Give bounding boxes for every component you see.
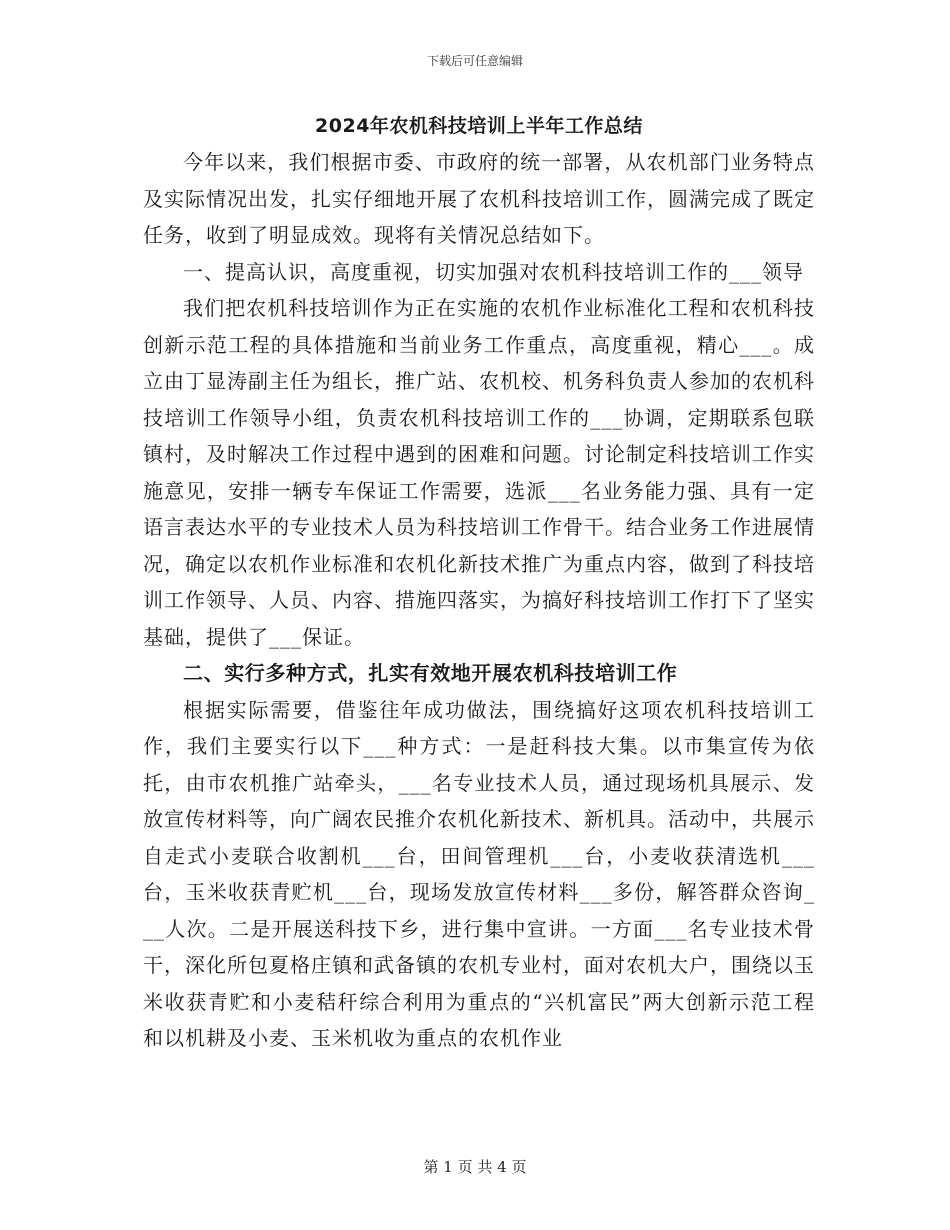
paragraph-section-1: 我们把农机科技培训作为正在实施的农机作业标准化工程和农机科技创新示范工程的具体措施和当前业务工作重点，高度重视，精心___。成立由丁显涛副主任为组长，推广站、农机校、机务科负责人参加的农机科技培训工作领导小组，负责农机科技培训工作的___协调，定期联系包联镇村，及时解决工作过程中遇到的困难和问题。讨论制定科技培训工作实施意见，安排一辆专车保证工作需要，选派___名业务能力强、具有一定语言表达水平的专业技术人员为科技培训工作骨干。结合业务工作进展情况，确定以农机作业标准和农机化新技术推广为重点内容，做到了科技培训工作领导、人员、内容、措施四落实，为搞好科技培训工作打下了坚实基础，提供了___保证。 [143, 296, 815, 649]
paragraph-section-2: 根据实际需要，借鉴往年成功做法，围绕搞好这项农机科技培训工作，我们主要实行以下___种方式：一是赶科技大集。以市集宣传为依托，由市农机推广站牵头，___名专业技术人员，通过现场机具展示、发放宣传材料等，向广阔农民推介农机化新技术、新机具。活动中，共展示自走式小麦联合收割机___台，田间管理机___台，小麦收获清选机___台，玉米收获青贮机___台，现场发放宣传材料___多份，解答群众咨询___人次。二是开展送科技下乡，进行集中宣讲。一方面___名专业技术骨干，深化所包夏格庄镇和武备镇的农机专业村，面对农机大户，围绕以玉米收获青贮和小麦秸秆综合利用为重点的“兴机富民”两大创新示范工程和以机耕及小麦、玉米机收为重点的农机作业 [143, 697, 815, 1050]
paragraph-intro: 今年以来，我们根据市委、市政府的统一部署，从农机部门业务特点及实际情况出发，扎实仔细地开展了农机科技培训工作，圆满完成了既定任务，收到了明显成效。现将有关情况总结如下。 [143, 150, 815, 247]
document-body [143, 108, 815, 1057]
section-heading-1: 一、提高认识，高度重视，切实加强对农机科技培训工作的___领导 [183, 259, 804, 284]
page-number: 第 1 页 共 4 页 [423, 1158, 527, 1176]
section-heading-2: 二、实行多种方式，扎实有效地开展农机科技培训工作 [183, 661, 678, 685]
document-title: 2024年农机科技培训上半年工作总结 [315, 115, 643, 137]
page-header-note: 下载后可任意编辑 [426, 54, 523, 68]
